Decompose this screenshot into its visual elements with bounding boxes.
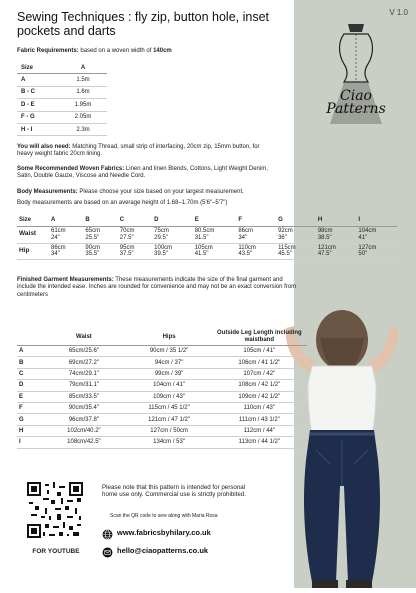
table-row: D - E 1.95m (17, 99, 107, 111)
table-row: B - C 1.6m (17, 86, 107, 98)
version-label: V 1.0 (389, 8, 408, 17)
globe-icon (102, 527, 113, 538)
table-row: H - I 2.3m (17, 123, 107, 135)
table-row: F 90cm/35.4" 115cm / 45 1/2" 110cm / 43" (17, 402, 307, 413)
table-row: F - G 2.05m (17, 111, 107, 123)
finished-measurements-intro: Finished Garment Measurements: These measurements indicate the size of the final garment and include the intended ease. Inches are rounded for convenience and may not be an exact conversion from centimeters (17, 277, 297, 298)
body-measurements-intro: Body Measurements: Please choose your size based on your largest measurement. (17, 189, 244, 195)
logo-line-2: Patterns (326, 101, 386, 117)
table-row: Hip 86cm 34" 90cm 35.5" 95cm 37.5" 100cm 39.5" 105cm 41.5" 110cm 43.5" 115cm 45.5" 121cm 47.5" 127cm 50" (17, 243, 397, 260)
personal-use-note: Please note that this pattern is intended for personal home use only. Commercial use is strictly prohibited. (102, 484, 246, 499)
fabric-table (17, 62, 107, 136)
fabric-requirements: Fabric Requirements: based on a woven width of 140cm (17, 48, 172, 54)
body-measurements-height: Body measurements are based on an average height of 1.68–1.70m (5'6"–5'7") (17, 200, 228, 206)
table-row: C 74cm/29.1" 99cm / 39" 107cm / 42" (17, 368, 307, 379)
table-row: E 85cm/33.5" 109cm / 43" 109cm / 42 1/2" (17, 391, 307, 402)
table-row: A 65cm/25.6" 90cm / 35 1/2" 105cm / 41" (17, 346, 307, 357)
table-row: D 79cm/31.1" 104cm / 41" 108cm / 42 1/2" (17, 380, 307, 391)
email-link[interactable]: hello@ciaopatterns.co.uk (117, 546, 209, 555)
page-title: Sewing Techniques : fly zip, button hole, inset pockets and darts (17, 10, 270, 38)
body-measurements-table (17, 214, 397, 260)
fabric-table-header: Size A (17, 62, 107, 74)
qr-note: Scan the QR code to sew along with Maria Rosa (110, 513, 218, 519)
table-row: B 69cm/27.2" 94cm / 37" 106cm / 41 1/2" (17, 357, 307, 368)
qr-caption: FOR YOUTUBE (32, 548, 80, 555)
table-row: Waist 61cm 24" 65cm 25.5" 70cm 27.5" 75cm 29.5" 80.5cm 31.5" 86cm 34" 92cm 36" 98cm 38.5" 104cm 41" (17, 227, 397, 244)
logo-line-1: Ciao (340, 88, 372, 104)
finished-table-header: Waist Hips Outside Leg Length including waistband (17, 329, 307, 346)
table-row: G 96cm/37.8" 121cm / 47 1/2" 111cm / 43 1/2" (17, 414, 307, 425)
recommended-fabrics: Some Recommended Woven Fabrics: Linen and linen Blends, Cottons, Light Weight Denim, Satin, Double Gauze, Viscose and Needle Cord. (17, 166, 268, 180)
table-row: A 1.5m (17, 74, 107, 86)
finished-measurements-table (17, 329, 307, 449)
youtube-qr-code[interactable] (27, 482, 83, 538)
website-link[interactable]: www.fabricsbyhilary.co.uk (117, 528, 211, 537)
body-table-header: Size A B C D E F G H I (17, 214, 397, 227)
table-row: H 102cm/40.2" 127cm / 50cm 112cm / 44" (17, 425, 307, 436)
also-need-text: You will also need: Matching Thread, small strip of interfacing, 20cm zip, 15mm button, for heavy weight fabric 20cm lining. (17, 144, 260, 158)
email-icon (102, 545, 113, 556)
ciao-patterns-logo (304, 20, 408, 132)
table-row: I 108cm/42.5" 134cm / 53" 113cm / 44 1/2" (17, 437, 307, 448)
